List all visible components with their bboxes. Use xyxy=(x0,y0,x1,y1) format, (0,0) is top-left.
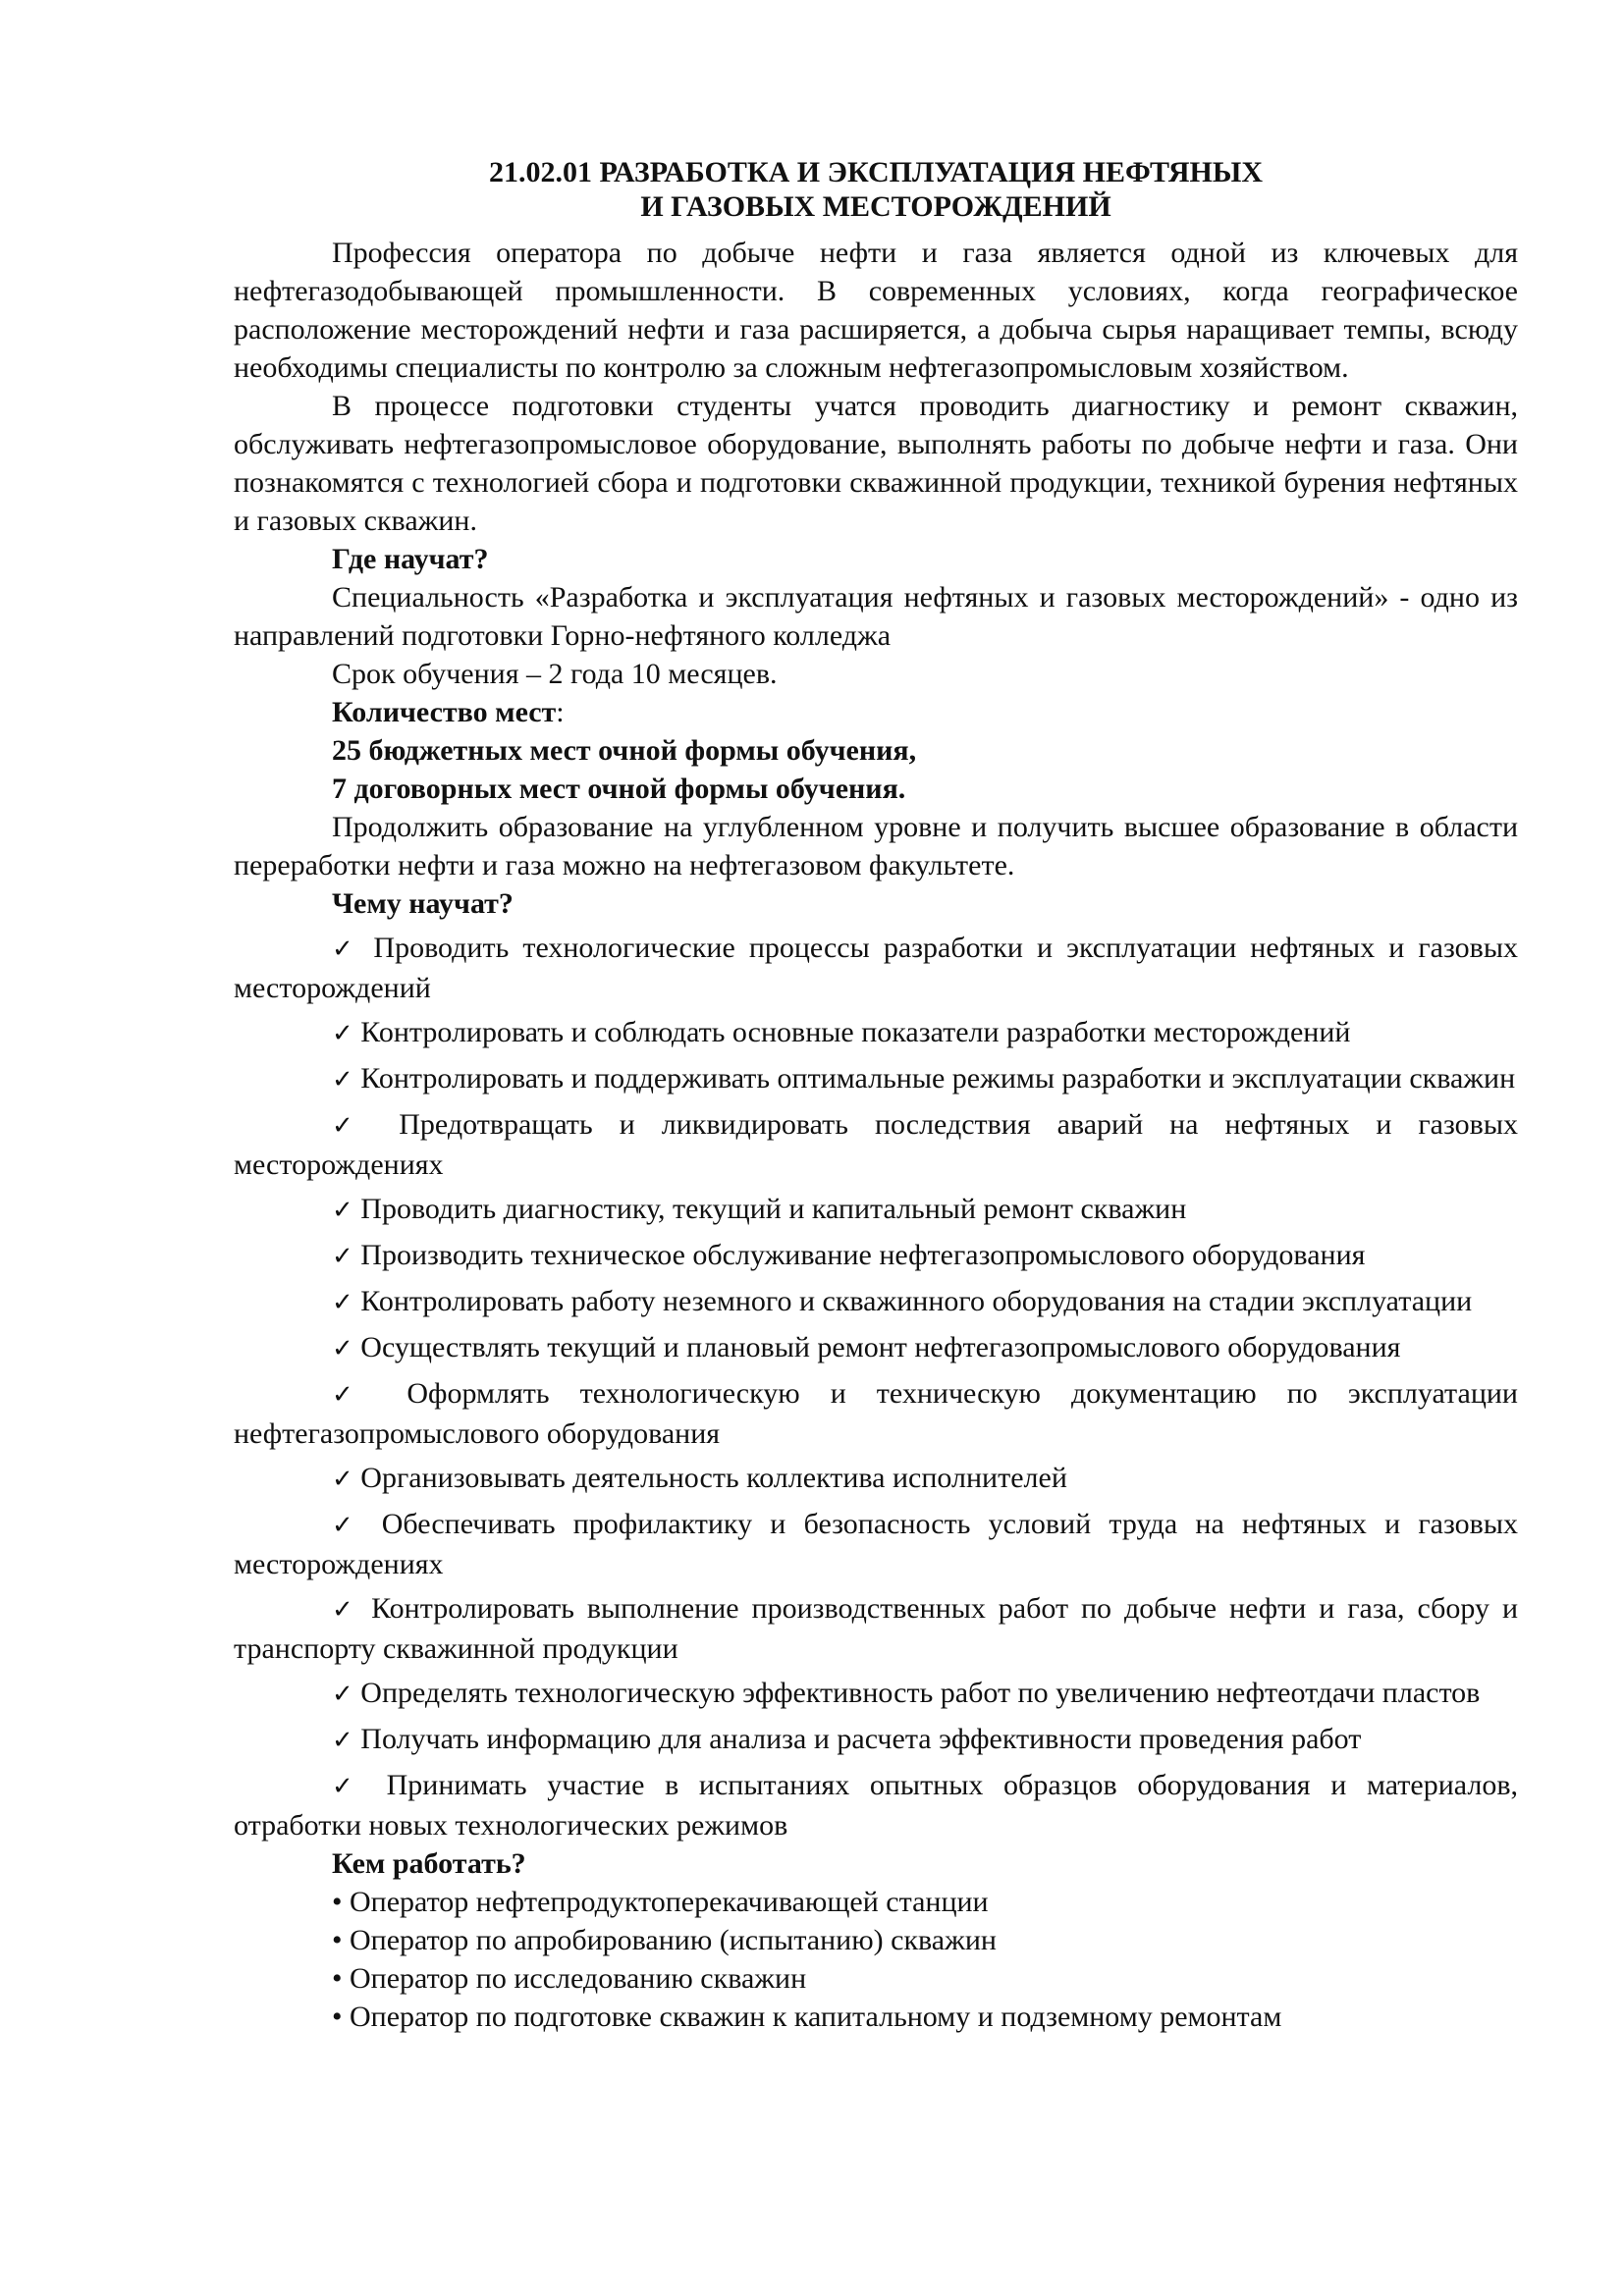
skill-item-text: Осуществлять текущий и плановый ремонт нефтегазопромыслового оборудования xyxy=(360,1331,1401,1363)
skill-item-text: Определять технологическую эффективность работ по увеличению нефтеотдачи пластов xyxy=(360,1677,1481,1709)
checkmark-icon: ✓ xyxy=(332,1065,353,1095)
job-item xyxy=(234,1998,1518,2036)
document-title xyxy=(234,155,1518,224)
title-line-1: 21.02.01 РАЗРАБОТКА И ЭКСПЛУАТАЦИЯ НЕФТЯНЫХ xyxy=(488,156,1263,188)
job-item xyxy=(234,1921,1518,1959)
places-heading: Количество мест xyxy=(332,696,557,728)
skill-item xyxy=(234,1013,1518,1053)
job-item-text: Оператор по апробированию (испытанию) скважин xyxy=(350,1924,997,1956)
skill-item xyxy=(234,1328,1518,1368)
learn-heading: Чему научат? xyxy=(332,887,514,920)
skill-item-text: Оформлять технологическую и техническую документацию по эксплуатации нефтегазопромыслового оборудования xyxy=(234,1377,1518,1450)
places-contract: 7 договорных мест очной формы обучения. xyxy=(332,773,906,805)
skill-item xyxy=(234,1059,1518,1099)
checkmark-icon: ✓ xyxy=(332,1595,359,1625)
skill-item-text: Контролировать выполнение производственных работ по добыче нефти и газа, сбору и транспорту скважинной продукции xyxy=(234,1592,1518,1665)
skill-item xyxy=(234,1674,1518,1714)
work-list xyxy=(234,1883,1518,2036)
checkmark-icon: ✓ xyxy=(332,1111,373,1141)
bullet-icon: • xyxy=(332,1924,343,1956)
document-page xyxy=(234,155,1518,2036)
duration-text: Срок обучения – 2 года 10 месяцев. xyxy=(332,658,778,690)
checkmark-icon: ✓ xyxy=(332,1242,353,1271)
skill-item xyxy=(234,1720,1518,1760)
skill-item-text: Проводить диагностику, текущий и капитальный ремонт скважин xyxy=(360,1193,1187,1225)
job-item xyxy=(234,1959,1518,1998)
checkmark-icon: ✓ xyxy=(332,1511,364,1540)
intro-paragraph-1: Профессия оператора по добыче нефти и газа является одной из ключевых для нефтегазодобывающей промышленности. В современных условиях, когда географическое расположение месторождений нефти и газа расширяется, а добыча сырья наращивает темпы, всюду необходимы специалисты по контролю за сложным нефтегазопромысловым хозяйством. xyxy=(234,237,1518,384)
checkmark-icon: ✓ xyxy=(332,934,360,964)
checkmark-icon: ✓ xyxy=(332,1288,353,1317)
where-text: Специальность «Разработка и эксплуатация нефтяных и газовых месторождений» - одно из направлений подготовки Горно-нефтяного колледжа xyxy=(234,581,1518,652)
skill-item xyxy=(234,1459,1518,1499)
skill-item-text: Производить техническое обслуживание нефтегазопромыслового оборудования xyxy=(360,1239,1366,1271)
bullet-icon: • xyxy=(332,1962,343,1995)
skill-item xyxy=(234,1374,1518,1453)
where-heading: Где научат? xyxy=(332,543,489,575)
skill-item-text: Принимать участие в испытаниях опытных образцов оборудования и материалов, отработки новых технологических режимов xyxy=(234,1769,1518,1842)
learn-list xyxy=(234,929,1518,1844)
skill-item-text: Проводить технологические процессы разработки и эксплуатации нефтяных и газовых месторождений xyxy=(234,932,1518,1004)
title-line-2: И ГАЗОВЫХ МЕСТОРОЖДЕНИЙ xyxy=(640,190,1111,223)
checkmark-icon: ✓ xyxy=(332,1726,353,1755)
checkmark-icon: ✓ xyxy=(332,1334,353,1363)
skill-item xyxy=(234,1282,1518,1322)
skill-item-text: Предотвращать и ликвидировать последствия аварий на нефтяных и газовых месторождениях xyxy=(234,1108,1518,1181)
checkmark-icon: ✓ xyxy=(332,1380,377,1410)
skill-item xyxy=(234,929,1518,1007)
bullet-icon: • xyxy=(332,2001,343,2033)
checkmark-icon: ✓ xyxy=(332,1196,353,1225)
skill-item-text: Контролировать работу неземного и скважинного оборудования на стадии эксплуатации xyxy=(360,1285,1473,1317)
skill-item xyxy=(234,1589,1518,1668)
skill-item-text: Организовывать деятельность коллектива исполнителей xyxy=(360,1462,1067,1494)
job-item xyxy=(234,1883,1518,1921)
skill-item-text: Получать информацию для анализа и расчета эффективности проведения работ xyxy=(360,1723,1362,1755)
skill-item-text: Контролировать и поддерживать оптимальные режимы разработки и эксплуатации скважин xyxy=(360,1062,1516,1095)
skill-item xyxy=(234,1236,1518,1276)
places-heading-line xyxy=(234,693,1518,731)
skill-item xyxy=(234,1105,1518,1184)
checkmark-icon: ✓ xyxy=(332,1019,353,1048)
job-item-text: Оператор по исследованию скважин xyxy=(350,1962,807,1995)
work-heading: Кем работать? xyxy=(332,1847,526,1880)
job-item-text: Оператор по подготовке скважин к капитальному и подземному ремонтам xyxy=(350,2001,1282,2033)
skill-item xyxy=(234,1505,1518,1583)
job-item-text: Оператор нефтепродуктоперекачивающей станции xyxy=(350,1886,989,1918)
intro-paragraph-2: В процессе подготовки студенты учатся проводить диагностику и ремонт скважин, обслуживать нефтегазопромысловое оборудование, выполнять работы по добыче нефти и газа. Они познакомятся с технологией сбора и подготовки скважинной продукции, техникой бурения нефтяных и газовых скважин. xyxy=(234,390,1518,537)
places-budget: 25 бюджетных мест очной формы обучения, xyxy=(332,734,917,767)
checkmark-icon: ✓ xyxy=(332,1772,366,1801)
skill-item xyxy=(234,1766,1518,1844)
bullet-icon: • xyxy=(332,1886,343,1918)
skill-item xyxy=(234,1190,1518,1230)
continue-education-text: Продолжить образование на углубленном уровне и получить высшее образование в области переработки нефти и газа можно на нефтегазовом факультете. xyxy=(234,811,1518,881)
places-colon: : xyxy=(556,696,565,728)
checkmark-icon: ✓ xyxy=(332,1465,353,1494)
skill-item-text: Контролировать и соблюдать основные показатели разработки месторождений xyxy=(360,1016,1351,1048)
checkmark-icon: ✓ xyxy=(332,1680,353,1709)
skill-item-text: Обеспечивать профилактику и безопасность условий труда на нефтяных и газовых месторождениях xyxy=(234,1508,1518,1580)
